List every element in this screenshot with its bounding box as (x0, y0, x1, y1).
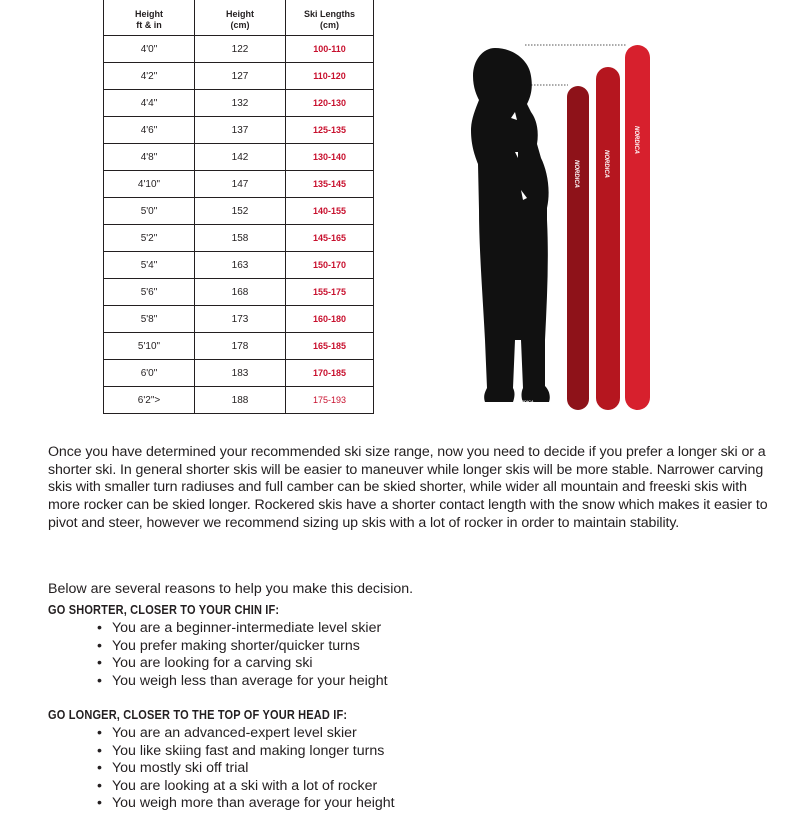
table-row (104, 306, 374, 333)
height-cm-cell: 147 (195, 171, 286, 198)
intro-text: Once you have determined your recommended ski size range, now you need to decide if you prefer a longer ski or a shorter ski. In general shorter skis will be easier to maneuver while longer skis will be more stable. Narrower carving skis with smaller turn radiuses and full camber can be skied shorter, while wider all mountain and freeski skis with more rocker can be skied longer. Rockered skis have a shorter contact length with the snow which makes it easier to pivot and steer, however we recommend sizing up skis with a lot of rocker in order to maintain stability. (48, 444, 768, 531)
ski-length-cell: 120-130 (286, 90, 374, 117)
table-row (104, 171, 374, 198)
table-row (104, 63, 374, 90)
ski-length-cell: 150-170 (286, 252, 374, 279)
ski-length-cell: 175-193 (286, 387, 374, 414)
ski-length-cell: 110-120 (286, 63, 374, 90)
go-longer-title: GO LONGER, CLOSER TO THE TOP OF YOUR HEAD IF: (48, 708, 348, 722)
table-row (104, 252, 374, 279)
table-row (104, 333, 374, 360)
ski-size-table (103, 0, 374, 414)
ski-length-cell: 100-110 (286, 36, 374, 63)
list-item: • You are a beginner-intermediate level skier (97, 620, 388, 638)
list-item: • You are looking for a carving ski (97, 655, 388, 673)
ski-length-cell: 145-165 (286, 225, 374, 252)
reasons-intro: Below are several reasons to help you make this decision. (48, 581, 414, 598)
height-ft-cell: 5'4" (104, 252, 195, 279)
ski-length-cell: 165-185 (286, 333, 374, 360)
skier-silhouette (471, 48, 550, 402)
go-shorter-title: GO SHORTER, CLOSER TO YOUR CHIN IF: (48, 603, 280, 617)
table-header-row (104, 0, 374, 36)
height-ft-cell: 4'2" (104, 63, 195, 90)
height-ft-cell: 6'0" (104, 360, 195, 387)
header-height-cm: Height (cm) (195, 0, 286, 36)
list-item: • You like skiing fast and making longer turns (97, 743, 395, 761)
height-cm-cell: 137 (195, 117, 286, 144)
ski-length-cell: 140-155 (286, 198, 374, 225)
table-row (104, 387, 374, 414)
ski-length-cell: 170-185 (286, 360, 374, 387)
height-ft-cell: 6'2"> (104, 387, 195, 414)
medium-ski (596, 67, 620, 410)
height-cm-cell: 127 (195, 63, 286, 90)
skier-size-illustration (465, 40, 665, 412)
height-cm-cell: 183 (195, 360, 286, 387)
height-ft-cell: 4'8" (104, 144, 195, 171)
height-cm-cell: 173 (195, 306, 286, 333)
ski-length-cell: 135-145 (286, 171, 374, 198)
table-row (104, 360, 374, 387)
height-cm-cell: 168 (195, 279, 286, 306)
ski-length-cell: 160-180 (286, 306, 374, 333)
height-ft-cell: 4'6" (104, 117, 195, 144)
height-cm-cell: 188 (195, 387, 286, 414)
ski-length-cell: 125-135 (286, 117, 374, 144)
header-ski-length: Ski Lengths (cm) (286, 0, 374, 36)
table-row (104, 36, 374, 63)
boot-brand-logo: NORDICA (515, 399, 534, 404)
table-row (104, 144, 374, 171)
height-ft-cell: 4'4" (104, 90, 195, 117)
ski-brand-logo: NORDICA (573, 160, 579, 188)
list-item: • You prefer making shorter/quicker turns (97, 638, 388, 656)
table-row (104, 279, 374, 306)
ski-length-cell: 155-175 (286, 279, 374, 306)
ski-length-cell: 130-140 (286, 144, 374, 171)
height-cm-cell: 152 (195, 198, 286, 225)
list-item: • You weigh more than average for your height (97, 795, 395, 813)
go-longer-list (97, 725, 395, 813)
table-row (104, 198, 374, 225)
height-ft-cell: 4'0" (104, 36, 195, 63)
table-row (104, 117, 374, 144)
height-ft-cell: 5'6" (104, 279, 195, 306)
height-ft-cell: 5'10" (104, 333, 195, 360)
height-cm-cell: 158 (195, 225, 286, 252)
list-item: • You mostly ski off trial (97, 760, 395, 778)
list-item: • You weigh less than average for your height (97, 673, 388, 691)
list-item: • You are an advanced-expert level skier (97, 725, 395, 743)
table-row (104, 90, 374, 117)
list-item: • You are looking at a ski with a lot of rocker (97, 778, 395, 796)
header-height-ft: Height ft & in (104, 0, 195, 36)
intro-paragraph (48, 444, 770, 533)
height-ft-cell: 5'2" (104, 225, 195, 252)
height-ft-cell: 5'0" (104, 198, 195, 225)
go-shorter-list (97, 620, 388, 690)
long-ski (625, 45, 650, 410)
height-ft-cell: 4'10" (104, 171, 195, 198)
height-cm-cell: 163 (195, 252, 286, 279)
ski-brand-logo: NORDICA (633, 126, 639, 154)
table-row (104, 225, 374, 252)
height-ft-cell: 5'8" (104, 306, 195, 333)
ski-brand-logo: NORDICA (603, 150, 609, 178)
height-cm-cell: 142 (195, 144, 286, 171)
short-ski (567, 86, 589, 410)
height-cm-cell: 132 (195, 90, 286, 117)
height-cm-cell: 122 (195, 36, 286, 63)
height-cm-cell: 178 (195, 333, 286, 360)
